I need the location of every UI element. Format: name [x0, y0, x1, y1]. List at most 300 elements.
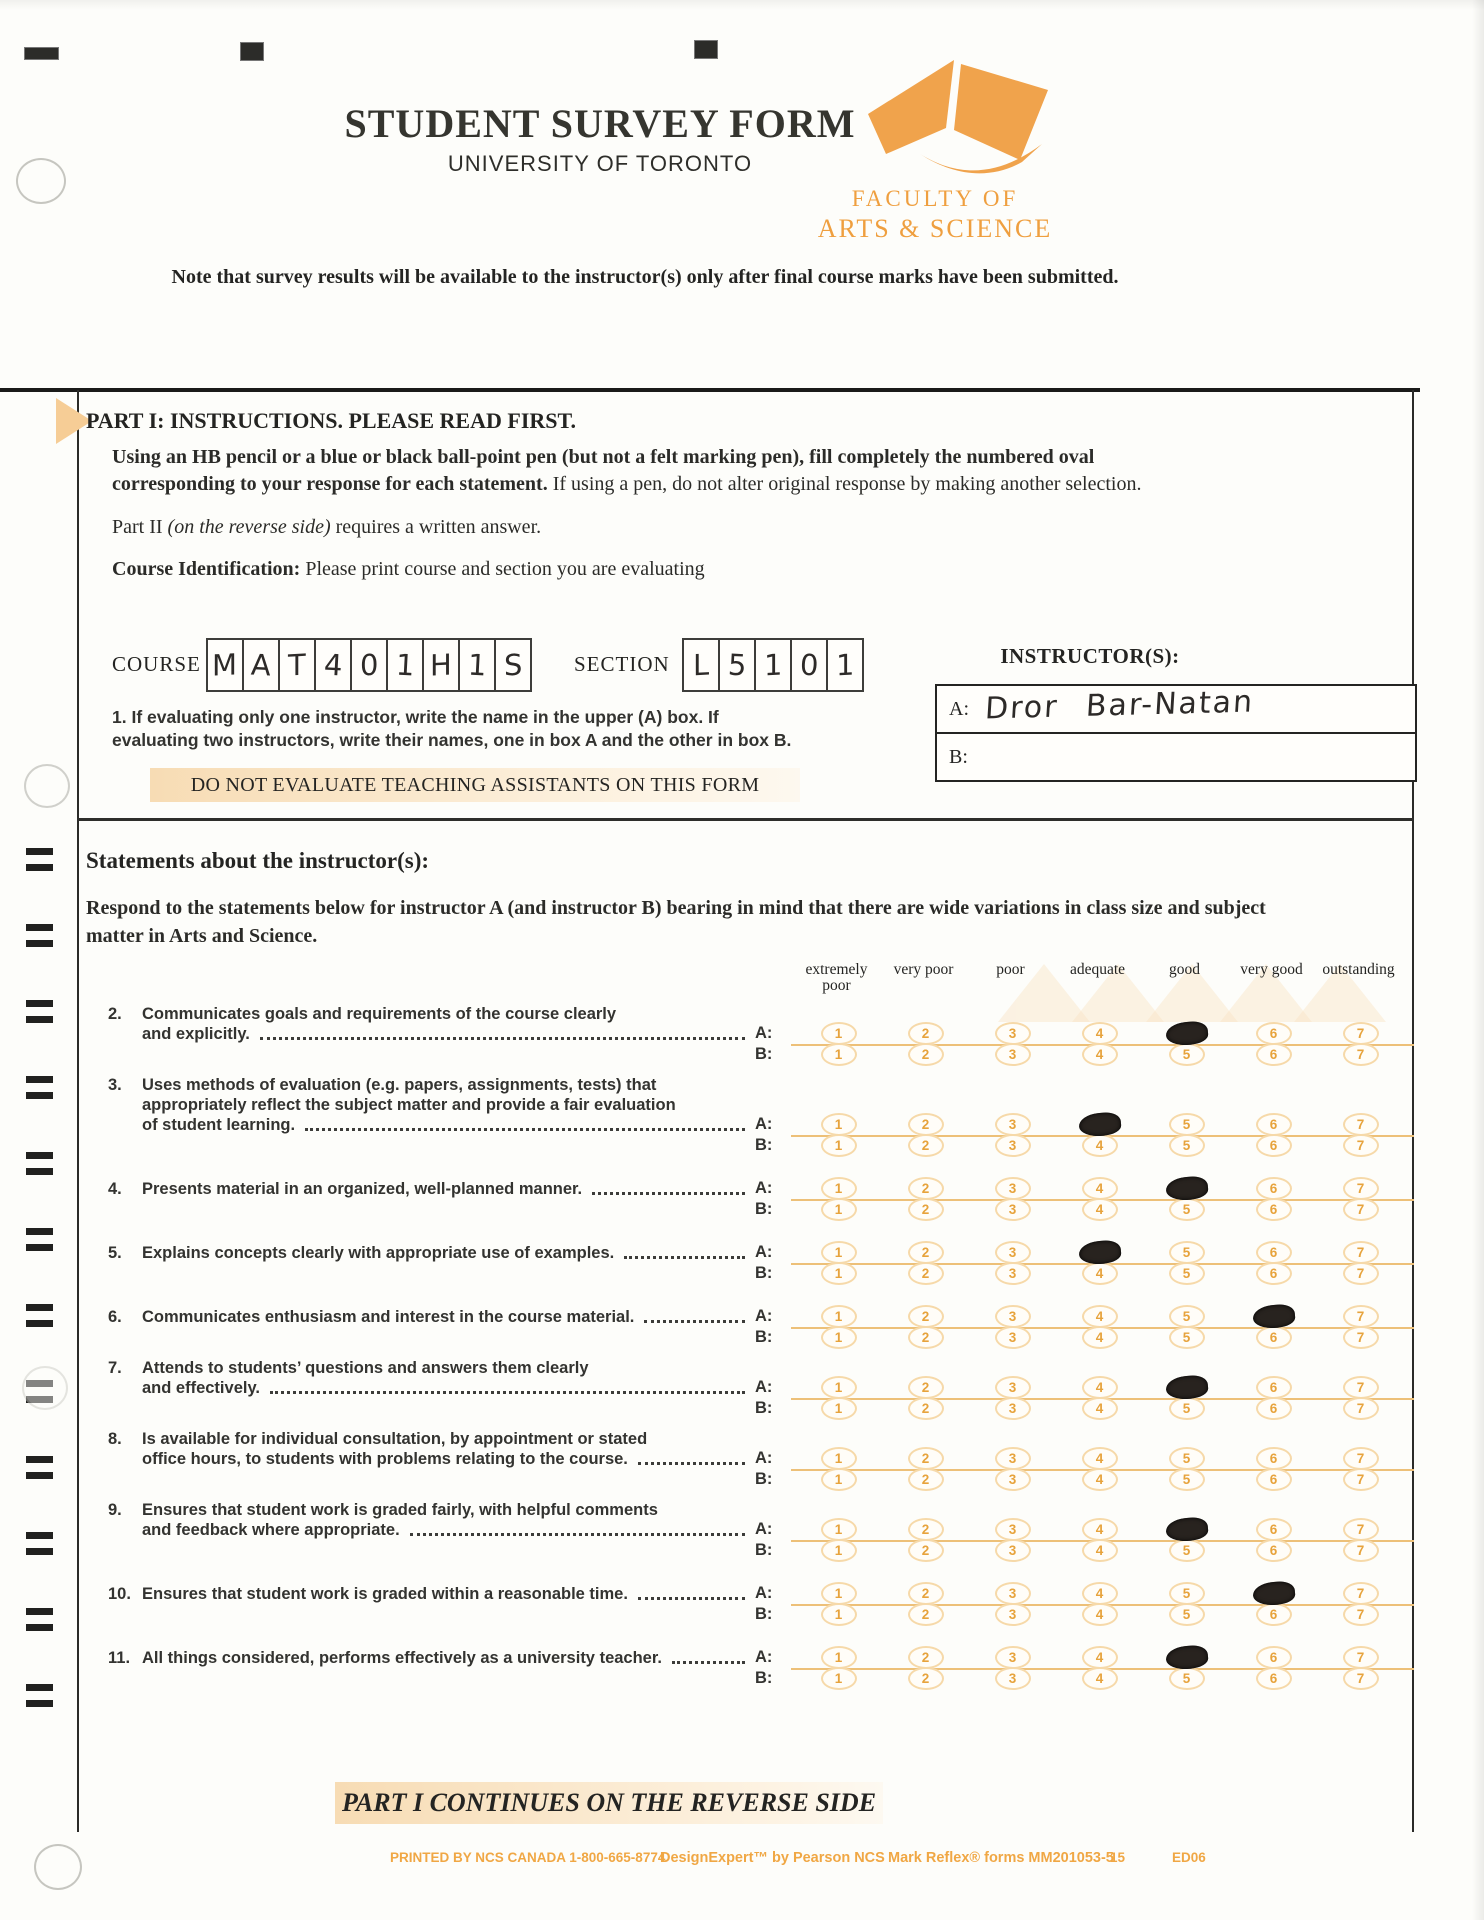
response-oval: 2: [908, 1376, 944, 1399]
response-cell: [1317, 1582, 1404, 1605]
response-oval: 4: [1082, 1043, 1118, 1066]
row-b-label: B:: [755, 1669, 773, 1687]
response-oval: 3: [995, 1134, 1031, 1157]
row-a-label: A:: [755, 1179, 773, 1197]
response-cell: [1056, 1447, 1143, 1470]
handwritten-character: 0: [798, 647, 820, 683]
response-oval: 7: [1343, 1262, 1379, 1285]
response-cell: [1230, 1043, 1317, 1066]
handwritten-character: T: [288, 647, 306, 683]
row-a-label: A:: [755, 1648, 773, 1666]
response-oval: 6: [1256, 1376, 1292, 1399]
answer-row-b: [753, 1540, 1414, 1561]
course-character-box: [422, 638, 460, 692]
row-b-label: B:: [755, 1541, 773, 1559]
response-cell: [882, 1134, 969, 1157]
response-oval: 5: [1169, 1198, 1205, 1221]
question-text: [108, 1358, 753, 1398]
instructors-heading: INSTRUCTOR(S):: [1000, 644, 1180, 668]
response-oval: 3: [995, 1447, 1031, 1470]
response-oval: 4: [1082, 1262, 1118, 1285]
scale-label: outstanding: [1322, 961, 1395, 978]
response-cell: [1317, 1177, 1404, 1200]
response-oval: 6: [1256, 1262, 1292, 1285]
timing-mark: [26, 1608, 53, 1615]
response-cell: [1143, 1043, 1230, 1066]
response-cell: [795, 1539, 882, 1562]
response-cell: [969, 1198, 1056, 1221]
dotted-leader: [410, 1520, 745, 1536]
scale-label: extremely poor: [805, 961, 868, 994]
do-not-evaluate-banner: DO NOT EVALUATE TEACHING ASSISTANTS ON THIS FORM: [150, 768, 800, 802]
response-oval: 5: [1169, 1326, 1205, 1349]
response-cell: [1230, 1376, 1317, 1399]
handwritten-character: L: [692, 647, 710, 683]
response-cell: [882, 1667, 969, 1690]
response-cell: [882, 1646, 969, 1669]
response-oval: 6: [1256, 1198, 1292, 1221]
response-oval: 1: [821, 1539, 857, 1562]
response-cell: [1143, 1667, 1230, 1690]
response-cell: [882, 1113, 969, 1136]
instructor-b-row: [937, 734, 1415, 780]
response-cell: [1056, 1043, 1143, 1066]
question-line-text: Attends to students’ questions and answers them clearly: [142, 1359, 589, 1377]
faculty-name: [770, 186, 1100, 244]
response-cell: [1056, 1376, 1143, 1399]
response-cell: [795, 1113, 882, 1136]
response-oval: 7: [1343, 1376, 1379, 1399]
course-label: COURSE: [112, 652, 201, 676]
question-text: [108, 1179, 753, 1199]
response-cell: [1317, 1022, 1404, 1045]
response-cell: [882, 1447, 969, 1470]
response-cell: [795, 1468, 882, 1491]
response-oval: 6: [1256, 1134, 1292, 1157]
response-cell: [1230, 1518, 1317, 1541]
question-responses: [753, 1377, 1414, 1419]
question-line: [108, 1115, 753, 1135]
response-cell: [1230, 1326, 1317, 1349]
question-line-text: appropriately reflect the subject matter and provide a fair evaluation: [142, 1096, 676, 1114]
response-cell: [795, 1177, 882, 1200]
course-id-label: Course Identification:: [112, 558, 301, 580]
questions-area: [108, 962, 1414, 1699]
footer-sheet-number: 15: [1110, 1850, 1126, 1865]
response-oval: 7: [1343, 1326, 1379, 1349]
response-oval: 4: [1082, 1376, 1118, 1399]
handwritten-character: H: [430, 647, 452, 683]
response-oval: 4: [1082, 1603, 1118, 1626]
response-cell: [1056, 1177, 1143, 1200]
response-cell: [882, 1305, 969, 1328]
response-oval: 7: [1343, 1582, 1379, 1605]
question-line-text: Ensures that student work is graded within a reasonable time.: [142, 1585, 628, 1603]
question-text: [108, 1584, 753, 1604]
response-cell: [795, 1198, 882, 1221]
open-book-logo-icon: [862, 58, 1062, 188]
response-cell: [969, 1043, 1056, 1066]
response-oval: 5: [1169, 1539, 1205, 1562]
response-oval: 1: [821, 1326, 857, 1349]
response-cell: [1143, 1177, 1230, 1200]
response-cell: [969, 1305, 1056, 1328]
response-cell: [882, 1177, 969, 1200]
question-line-text: office hours, to students with problems relating to the course.: [142, 1450, 628, 1468]
response-oval: 5: [1169, 1043, 1205, 1066]
scale-label: adequate: [1069, 961, 1126, 978]
dotted-leader: [644, 1307, 745, 1323]
answer-row-a: [753, 1583, 1414, 1604]
response-oval: 1: [821, 1603, 857, 1626]
response-cell: [795, 1305, 882, 1328]
question-row: [108, 1647, 1414, 1689]
rating-scale-header: [108, 962, 1414, 994]
response-cell: [1230, 1241, 1317, 1264]
response-oval: 7: [1343, 1518, 1379, 1541]
question-row: [108, 1178, 1414, 1220]
response-oval: 7: [1343, 1241, 1379, 1264]
footer-forms-number: Mark Reflex® forms MM201053-5: [888, 1850, 1114, 1866]
response-oval: 3: [995, 1646, 1031, 1669]
question-row: [108, 1075, 1414, 1156]
answer-row-b: [753, 1044, 1414, 1065]
response-oval: 5: [1169, 1113, 1205, 1136]
response-cell: [1056, 1326, 1143, 1349]
question-line-text: Communicates goals and requirements of the course clearly: [142, 1005, 617, 1023]
answer-row-a: [753, 1306, 1414, 1327]
course-code-boxes: [206, 638, 530, 692]
response-oval: 2: [908, 1667, 944, 1690]
instruction-item-1: 1. If evaluating only one instructor, write the name in the upper (A) box. If evaluating two instructors, write their names, one in box A and the other in box B.: [112, 707, 792, 750]
row-b-label: B:: [755, 1470, 773, 1488]
response-cell: [1230, 1667, 1317, 1690]
question-line-text: Presents material in an organized, well-planned manner.: [142, 1180, 583, 1198]
horizontal-rule: [0, 388, 1420, 392]
response-cell: [1143, 1603, 1230, 1626]
timing-mark: [26, 1244, 53, 1251]
course-identification-note: [112, 556, 1012, 583]
response-oval: 7: [1343, 1113, 1379, 1136]
response-cell: [795, 1241, 882, 1264]
faculty-line1: FACULTY OF: [851, 186, 1019, 211]
question-line-text: Uses methods of evaluation (e.g. papers, assignments, tests) that: [142, 1076, 657, 1094]
registration-mark: [694, 40, 718, 59]
course-id-text: Please print course and section you are evaluating: [300, 558, 705, 580]
response-cell: [1056, 1397, 1143, 1420]
form-subtitle: UNIVERSITY OF TORONTO: [447, 151, 753, 176]
timing-mark: [26, 864, 53, 871]
course-character-box: [206, 638, 244, 692]
handwritten-character: 0: [359, 647, 379, 683]
response-oval: 1: [821, 1262, 857, 1285]
punch-hole: [34, 1844, 82, 1890]
response-cell: [969, 1447, 1056, 1470]
response-oval: 2: [908, 1518, 944, 1541]
timing-mark: [26, 1472, 53, 1479]
response-oval: 3: [995, 1397, 1031, 1420]
timing-mark: [26, 940, 53, 947]
question-text: [108, 1004, 753, 1044]
response-oval: 3: [995, 1468, 1031, 1491]
question-row: [108, 1242, 1414, 1284]
question-number: 3.: [108, 1076, 122, 1094]
response-cell: [882, 1518, 969, 1541]
response-oval: 2: [908, 1305, 944, 1328]
response-oval: 6: [1256, 1177, 1292, 1200]
instructions-bold: Using an HB pencil or a blue or black ball-point pen (but not a felt marking pen), fill completely the numbered oval corresponding to your response for each statement.: [112, 446, 1095, 495]
response-oval: 4: [1082, 1646, 1118, 1669]
response-cell: [882, 1539, 969, 1562]
question-line: [108, 1358, 753, 1378]
question-line: [108, 1095, 753, 1115]
response-cell: [1317, 1539, 1404, 1562]
response-oval: 4: [1082, 1582, 1118, 1605]
response-cell: [795, 1326, 882, 1349]
response-oval: 2: [908, 1397, 944, 1420]
answer-row-b: [753, 1398, 1414, 1419]
question-responses: [753, 1178, 1414, 1220]
instructor-a-handwritten-name: Dror Bar-Natan: [983, 683, 1256, 727]
survey-note: Note that survey results will be available to the instructor(s) only after final course marks have been submitted.: [171, 266, 1119, 288]
part1-heading: PART I: INSTRUCTIONS. PLEASE READ FIRST.: [86, 408, 577, 433]
question-block: [108, 1500, 1414, 1561]
response-cell: [1317, 1198, 1404, 1221]
question-block: [108, 1242, 1414, 1284]
response-cell: [1230, 1022, 1317, 1045]
response-oval: 6: [1256, 1468, 1292, 1491]
timing-mark: [26, 1016, 53, 1023]
response-cell: [1143, 1539, 1230, 1562]
answer-row-a: [753, 1114, 1414, 1135]
response-cell: [1143, 1305, 1230, 1328]
timing-mark: [26, 1000, 53, 1007]
row-a-label: A:: [755, 1520, 773, 1538]
row-b-label: B:: [755, 1045, 773, 1063]
response-cell: [1230, 1468, 1317, 1491]
response-oval: 2: [908, 1539, 944, 1562]
response-cell: [1317, 1305, 1404, 1328]
timing-mark: [26, 1548, 53, 1555]
response-oval: 5: [1169, 1667, 1205, 1690]
question-number: 5.: [108, 1244, 122, 1262]
answer-row-a: [753, 1242, 1414, 1263]
question-line-text: and feedback where appropriate.: [142, 1521, 400, 1539]
question-number: 8.: [108, 1430, 122, 1448]
response-oval: 6: [1256, 1326, 1292, 1349]
response-cell: [969, 1376, 1056, 1399]
response-oval: 3: [995, 1262, 1031, 1285]
course-character-box: [386, 638, 424, 692]
instructions-rest: If using a pen, do not alter original response by making another selection.: [547, 473, 1142, 495]
response-oval: 7: [1343, 1177, 1379, 1200]
question-responses: [753, 1242, 1414, 1284]
response-cell: [795, 1134, 882, 1157]
response-oval: 3: [995, 1376, 1031, 1399]
response-oval: 6: [1256, 1447, 1292, 1470]
response-oval: 2: [908, 1468, 944, 1491]
response-cell: [1056, 1134, 1143, 1157]
response-oval: 5: [1169, 1582, 1205, 1605]
question-list: [108, 1004, 1414, 1689]
question-row: [108, 1500, 1414, 1561]
response-oval: 7: [1343, 1134, 1379, 1157]
question-row: [108, 1358, 1414, 1419]
response-oval: 3: [995, 1603, 1031, 1626]
answer-row-b: [753, 1135, 1414, 1156]
question-responses: [753, 1519, 1414, 1561]
answer-row-a: [753, 1448, 1414, 1469]
response-cell: [882, 1198, 969, 1221]
response-cell: [882, 1326, 969, 1349]
response-cell: [1317, 1241, 1404, 1264]
response-cell: [1143, 1134, 1230, 1157]
course-character-box: [242, 638, 280, 692]
response-oval: 3: [995, 1241, 1031, 1264]
response-cell: [1143, 1022, 1230, 1045]
answer-row-b: [753, 1604, 1414, 1625]
timing-mark: [26, 1532, 53, 1539]
response-cell: [795, 1447, 882, 1470]
response-cell: [795, 1043, 882, 1066]
response-oval: 6: [1256, 1397, 1292, 1420]
response-cell: [1317, 1468, 1404, 1491]
response-oval: 2: [908, 1198, 944, 1221]
response-cell: [1317, 1376, 1404, 1399]
response-oval: 7: [1343, 1022, 1379, 1045]
response-oval: 7: [1343, 1468, 1379, 1491]
timing-mark: [26, 1076, 53, 1083]
response-oval: 4: [1082, 1539, 1118, 1562]
row-b-label: B:: [755, 1399, 773, 1417]
question-line: [108, 1500, 753, 1520]
response-cell: [1056, 1518, 1143, 1541]
row-a-label: A:: [755, 1378, 773, 1396]
handwritten-character: 4: [322, 647, 344, 683]
question-block: [108, 1429, 1414, 1490]
response-cell: [1317, 1646, 1404, 1669]
dotted-leader: [305, 1115, 745, 1131]
part2-note: [112, 514, 1012, 541]
question-line-text: and effectively.: [142, 1379, 260, 1397]
timing-mark: [26, 1624, 53, 1631]
dotted-leader: [672, 1648, 745, 1664]
response-oval: 7: [1343, 1667, 1379, 1690]
response-cell: [795, 1022, 882, 1045]
response-oval: 2: [908, 1134, 944, 1157]
question-line-text: All things considered, performs effectively as a university teacher.: [142, 1649, 662, 1667]
question-text: [108, 1307, 753, 1327]
handwritten-character: M: [212, 647, 238, 683]
response-oval: 1: [821, 1582, 857, 1605]
scale-label: very poor: [893, 961, 954, 978]
response-cell: [1143, 1262, 1230, 1285]
response-cell: [1230, 1539, 1317, 1562]
response-cell: [1056, 1022, 1143, 1045]
row-a-label: A:: [755, 1584, 773, 1602]
course-character-box: [494, 638, 532, 692]
section-label: SECTION: [574, 652, 670, 676]
response-oval: 1: [821, 1646, 857, 1669]
dotted-leader: [270, 1378, 745, 1394]
response-cell: [969, 1518, 1056, 1541]
response-cell: [1317, 1326, 1404, 1349]
question-responses: [753, 1306, 1414, 1348]
response-cell: [969, 1468, 1056, 1491]
response-cell: [1317, 1447, 1404, 1470]
response-oval: 5: [1169, 1262, 1205, 1285]
response-oval: 3: [995, 1326, 1031, 1349]
answer-row-a: [753, 1519, 1414, 1540]
timing-mark: [26, 1152, 53, 1159]
response-cell: [969, 1262, 1056, 1285]
response-oval: 7: [1343, 1305, 1379, 1328]
statements-intro: Respond to the statements below for instructor A (and instructor B) bearing in mind that there are wide variations in class size and subject matter in Arts and Science.: [86, 897, 1266, 947]
response-cell: [1056, 1603, 1143, 1626]
response-cell: [1056, 1262, 1143, 1285]
response-oval: 3: [995, 1113, 1031, 1136]
response-cell: [795, 1582, 882, 1605]
response-cell: [1317, 1397, 1404, 1420]
response-cell: [969, 1646, 1056, 1669]
question-responses: [753, 1023, 1414, 1065]
row-a-label: A:: [755, 1307, 773, 1325]
response-oval: 7: [1343, 1539, 1379, 1562]
question-line: [108, 1075, 753, 1095]
question-row: [108, 1306, 1414, 1348]
row-a-label: A:: [755, 1243, 773, 1261]
faculty-line2: ARTS & SCIENCE: [817, 214, 1053, 243]
dotted-leader: [260, 1024, 745, 1040]
response-oval: 4: [1082, 1198, 1118, 1221]
question-line: [108, 1179, 753, 1199]
answer-row-b: [753, 1668, 1414, 1689]
response-cell: [969, 1022, 1056, 1045]
response-oval: 4: [1082, 1667, 1118, 1690]
response-cell: [1143, 1468, 1230, 1491]
response-cell: [1143, 1376, 1230, 1399]
timing-mark: [26, 1228, 53, 1235]
response-cell: [1056, 1539, 1143, 1562]
statements-heading: Statements about the instructor(s):: [86, 848, 430, 873]
response-oval: 6: [1256, 1518, 1292, 1541]
response-oval: 4: [1082, 1134, 1118, 1157]
response-oval: 3: [995, 1667, 1031, 1690]
question-line-text: Explains concepts clearly with appropriate use of examples.: [142, 1244, 615, 1262]
response-oval: 3: [995, 1043, 1031, 1066]
response-cell: [1317, 1603, 1404, 1626]
response-cell: [969, 1241, 1056, 1264]
response-oval: 4: [1082, 1468, 1118, 1491]
timing-mark: [26, 848, 53, 855]
section-character-box: [754, 638, 792, 692]
form-left-border: [77, 390, 79, 1832]
response-oval: 4: [1082, 1447, 1118, 1470]
answer-row-a: [753, 1647, 1414, 1668]
response-oval: 7: [1343, 1447, 1379, 1470]
course-character-box: [458, 638, 496, 692]
response-cell: [969, 1667, 1056, 1690]
response-cell: [882, 1241, 969, 1264]
response-oval: 5: [1169, 1241, 1205, 1264]
response-cell: [1230, 1134, 1317, 1157]
response-cell: [1230, 1603, 1317, 1626]
response-cell: [1143, 1447, 1230, 1470]
response-cell: [1056, 1582, 1143, 1605]
response-cell: [882, 1397, 969, 1420]
response-oval: 3: [995, 1198, 1031, 1221]
response-cell: [882, 1262, 969, 1285]
